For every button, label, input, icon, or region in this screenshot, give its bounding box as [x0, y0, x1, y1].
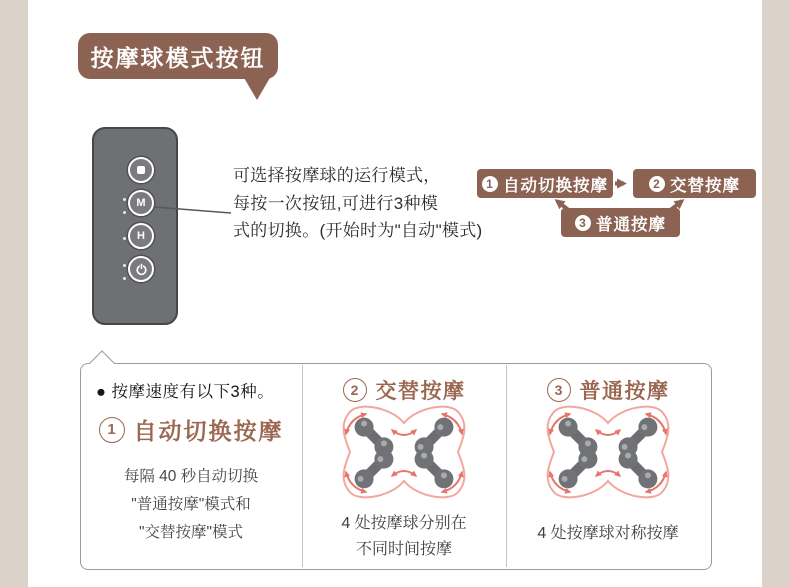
desc-line: "普通按摩"模式和	[131, 496, 251, 513]
flow-number-badge: 1	[482, 176, 498, 192]
circled-number: 3	[547, 378, 571, 402]
led-dot	[123, 211, 126, 214]
led-dot	[123, 198, 126, 201]
column-title: 自动切换按摩	[133, 418, 284, 444]
desc-line: "交替按摩"模式	[138, 524, 243, 541]
column-description-normal	[506, 520, 710, 543]
flow-box-alternating	[633, 169, 756, 198]
mode-button-label: M	[136, 197, 146, 209]
stop-button	[128, 157, 154, 183]
column-description-auto-switch	[88, 463, 294, 547]
flow-label: 自动切换按摩	[503, 176, 608, 195]
mode-description-line: 可选择按摩球的运行模式，	[233, 166, 441, 185]
column-title: 交替按摩	[375, 380, 466, 403]
heat-button	[128, 223, 154, 249]
section-title: 按摩球模式按钮	[90, 44, 266, 71]
speed-note: ● 按摩速度有以下3种。	[96, 383, 275, 401]
desc-line: 不同时间按摩	[355, 541, 452, 558]
led-dot	[123, 237, 126, 240]
mode-description-line: 每按一次按钮,可进行3种模	[233, 193, 439, 213]
flow-number-badge: 3	[575, 215, 591, 231]
flow-number-badge: 2	[649, 176, 665, 192]
heat-button-label: H	[137, 230, 145, 242]
column-title: 普通按摩	[579, 380, 670, 403]
mode-button	[128, 190, 154, 216]
massage-balls-diagram-normal	[533, 397, 683, 507]
flow-label: 普通按摩	[596, 215, 666, 234]
desc-line: 4 处按摩球分别在	[341, 515, 467, 532]
badge-tail	[243, 76, 271, 100]
power-button	[128, 256, 154, 282]
desc-line: 每隔 40 秒自动切换	[123, 468, 259, 485]
mode-description-line: 式的切换。(开始时为"自动"模式)	[233, 221, 483, 240]
power-icon	[135, 263, 148, 276]
left-margin-strip	[0, 0, 28, 587]
mode-description	[233, 162, 485, 245]
remote-control-illustration	[92, 127, 178, 325]
circled-number: 1	[99, 417, 125, 443]
led-dot	[123, 277, 126, 280]
desc-line: 4 处按摩球对称按摩	[537, 525, 679, 542]
column-description-alternating	[302, 511, 506, 563]
column-heading-auto-switch	[80, 413, 302, 446]
stop-icon	[137, 166, 145, 174]
right-margin-strip	[762, 0, 790, 587]
flow-box-auto-switch	[477, 169, 613, 198]
massage-balls-diagram-alternating	[329, 397, 479, 507]
flow-box-normal	[561, 208, 680, 237]
section-title-badge	[78, 33, 278, 79]
circled-number: 2	[343, 378, 367, 402]
led-dot	[123, 264, 126, 267]
flow-label: 交替按摩	[670, 176, 740, 195]
